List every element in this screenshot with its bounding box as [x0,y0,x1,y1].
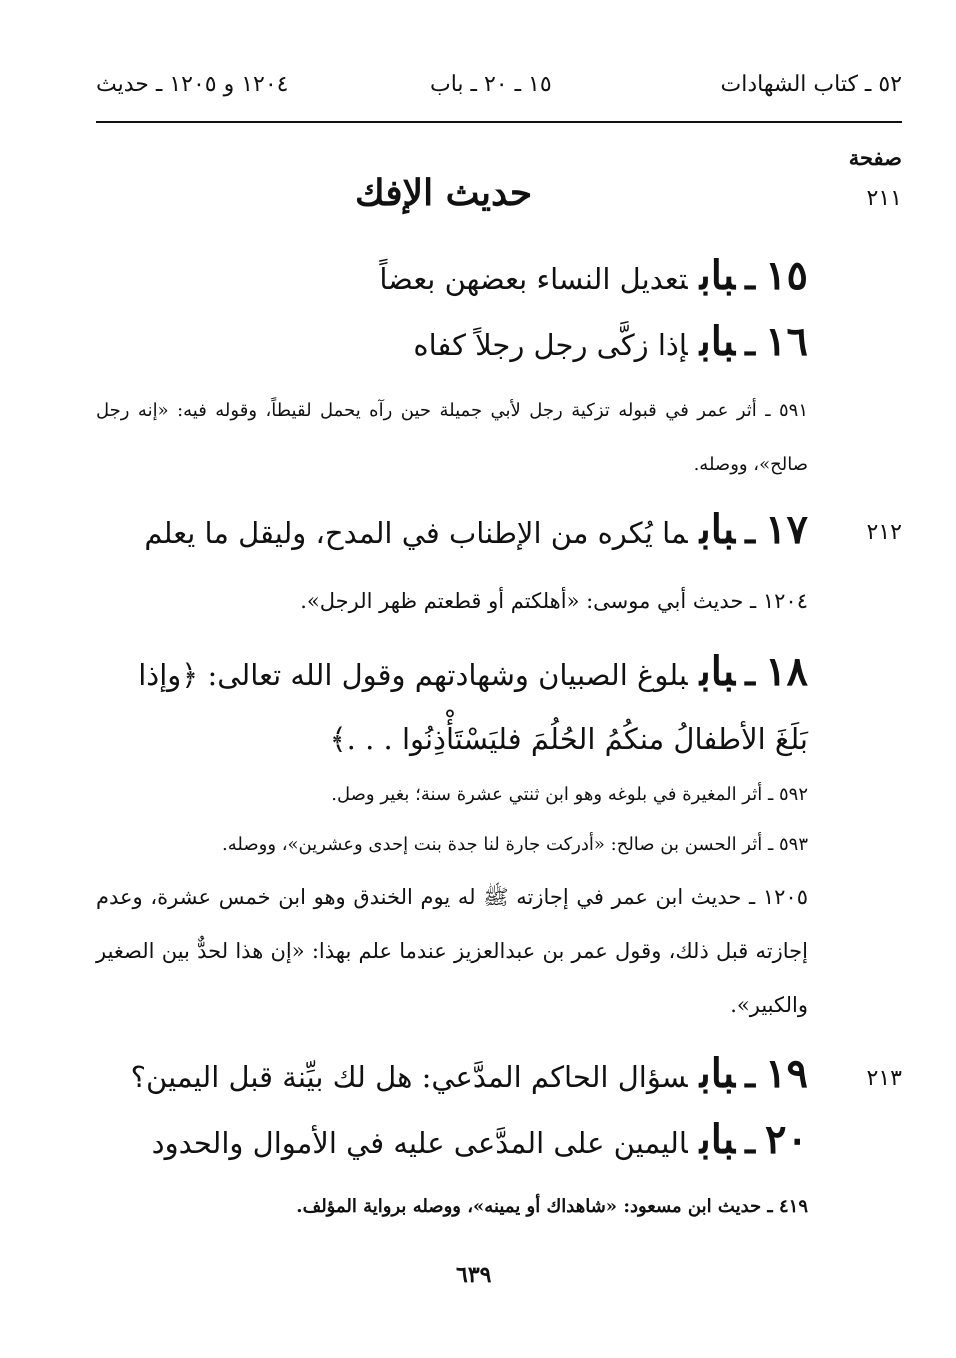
header-divider [96,121,902,123]
chapter-text: ما يُكره من الإطناب في المدح، وليقل ما يعلم [144,516,688,550]
chapter-number: ١٥ [765,252,808,299]
dash: ـ [745,324,756,364]
note-419: ٤١٩ ـ حديث ابن مسعود: «شاهداك أو يمينه»، ووصله برواية المؤلف. [296,1196,808,1217]
chapter-word: باب [699,506,736,553]
chapter-word: باب [699,648,736,695]
note-593: ٥٩٣ ـ أثر الحسن بن صالح: «أدركت جارة لنا جدة بنت إحدى وعشرين»، ووصله. [222,834,808,855]
note-1205: ١٢٠٥ ـ حديث ابن عمر في إجازته ﷺ له يوم الخندق وهو ابن خمس عشرة، وعدم إجازته قبل ذلك، وقول عمر بن عبدالعزيز عندما علم بهذا: «إن هذا لحدٌّ بين الصغير والكبير». [96,885,808,1017]
note-592: ٥٩٢ ـ أثر المغيرة في بلوغه وهو ابن ثنتي عشرة سنة؛ بغير وصل. [331,784,808,805]
chapter-text: إذا زكَّى رجل رجلاً كفاه [413,328,688,362]
header-chapter-range: ١٥ ـ ٢٠ ـ باب [430,72,552,97]
chapter-text: اليمين على المدَّعى عليه في الأموال والحدود [151,1126,688,1160]
chapter-16 [413,318,808,365]
dash: ـ [745,512,756,552]
chapter-word: باب [699,318,736,365]
note-591: ٥٩١ ـ أثر عمر في قبوله تزكية رجل لأبي جميلة حين رآه يحمل لقيطاً، وقوله فيه: «إنه رجل صالح»، ووصله. [96,400,808,475]
chapter-word: باب [699,1050,736,1097]
chapter-15 [379,252,808,299]
chapter-text: بلوغ الصبيان وشهادتهم وقول الله تعالى: ﴿وإذا بَلَغَ الأطفالُ منكُمُ الحُلُمَ فليَسْتَأْذِنُوا . . .﴾ [138,658,808,756]
chapter-20 [152,1116,808,1163]
page-number: ٦٣٩ [456,1262,492,1288]
chapter-word: باب [699,252,736,299]
chapter-number: ١٩ [765,1050,808,1097]
chapter-number: ١٦ [765,318,808,365]
chapter-number: ٢٠ [765,1116,808,1163]
dash: ـ [745,258,756,298]
header-hadith-range: ١٢٠٤ و ١٢٠٥ ـ حديث [96,72,289,97]
page-ref-213: ٢١٣ [866,1066,902,1091]
section-title: حديث الإفك [355,172,533,214]
page-ref-211: ٢١١ [866,186,902,211]
chapter-text: تعديل النساء بعضهن بعضاً [379,262,688,296]
header-book-title: ٥٢ ـ كتاب الشهادات [720,72,902,97]
chapter-number: ١٨ [765,648,808,695]
page-column-label: صفحة [848,145,902,170]
dash: ـ [745,654,756,694]
chapter-number: ١٧ [765,506,808,553]
dash: ـ [745,1122,756,1162]
note-1204: ١٢٠٤ ـ حديث أبي موسى: «أهلكتم أو قطعتم ظهر الرجل». [300,589,808,613]
dash: ـ [745,1056,756,1096]
chapter-17 [144,506,808,553]
chapter-19 [131,1050,808,1097]
chapter-word: باب [699,1116,736,1163]
page-ref-212: ٢١٢ [866,520,902,545]
chapter-18 [96,640,808,771]
chapter-text: سؤال الحاكم المدَّعي: هل لك بيِّنة قبل اليمين؟ [130,1060,688,1094]
